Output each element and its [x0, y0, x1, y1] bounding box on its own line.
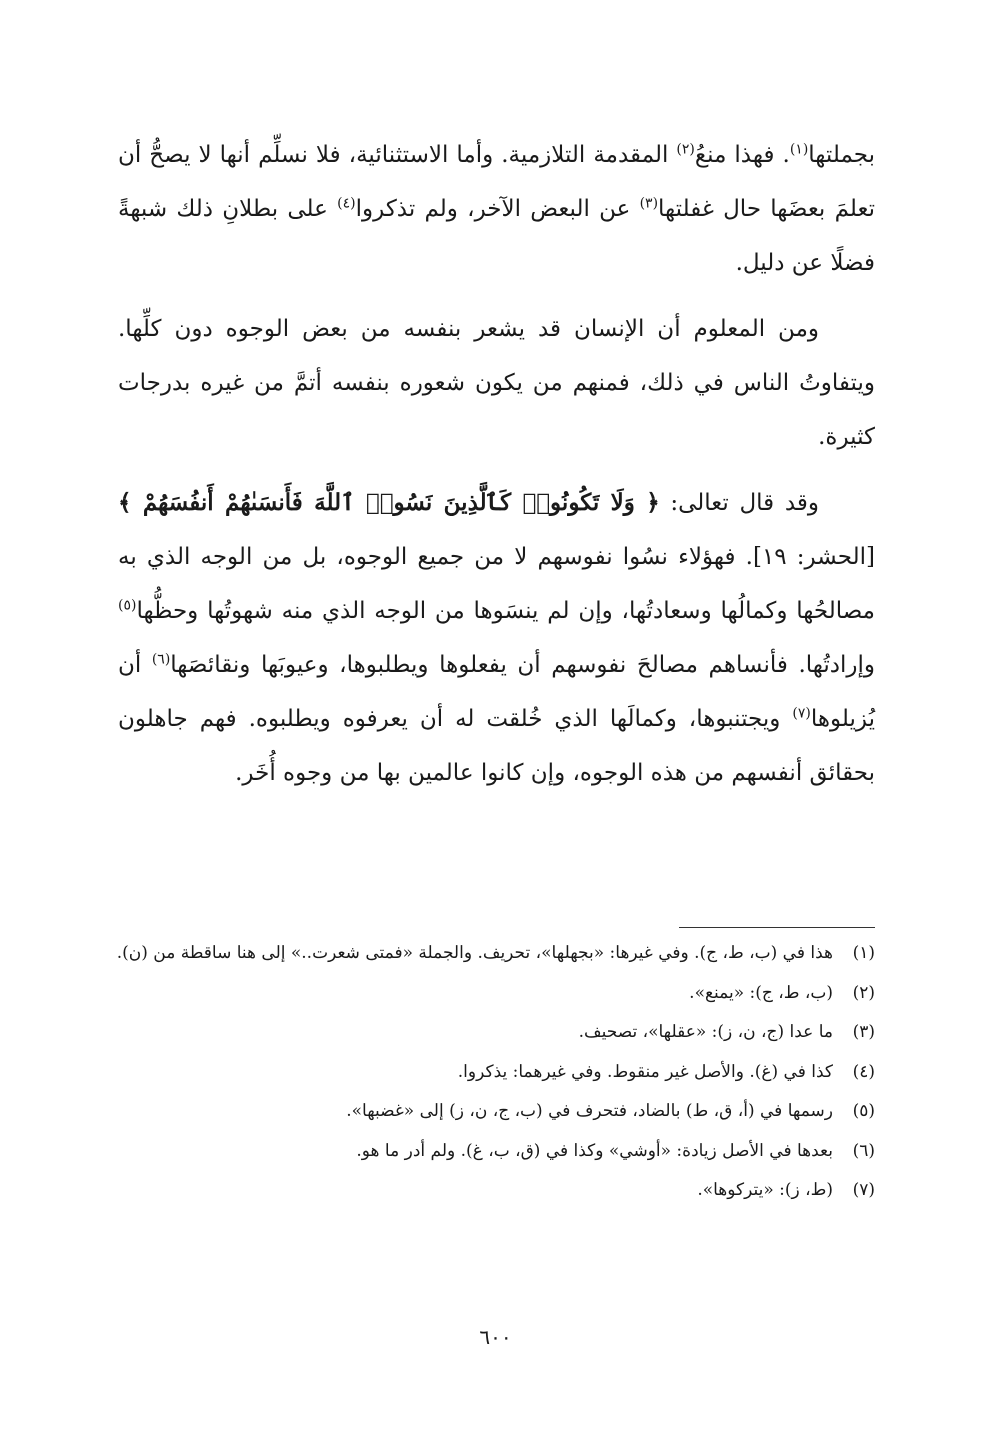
main-text	[118, 128, 875, 812]
text-segment: على بطلانِ ذلك شبهةً فضلًا عن دليل.	[118, 196, 875, 276]
footnote-5	[115, 1098, 875, 1125]
text-segment: المقدمة التلازمية. وأما الاستثنائية، فلا نسلِّم أنها لا يصحُّ أن تعلمَ بعضَها حال غفلتها	[118, 142, 875, 222]
footnote-number: (٤)	[852, 1061, 875, 1082]
text-segment: وإرادتُها. فأنساهم مصالحَ نفوسهم أن يفعلوها ويطلبوها، وعيوبَها ونقائصَها	[170, 652, 875, 678]
footnote-ref-1: (١)	[789, 141, 809, 158]
page-number: ٦٠٠	[479, 1325, 512, 1349]
text-segment: عن البعض الآخر، ولم تذكروا	[355, 196, 640, 222]
paragraph-3	[118, 476, 875, 800]
footnote-3	[115, 1019, 875, 1046]
paragraph-2: ومن المعلوم أن الإنسان قد يشعر بنفسه من بعض الوجوه دون كلِّها. ويتفاوتُ الناس في ذلك، فمنهم من يكون شعوره بنفسه أتمَّ من غيره بدرجات كثيرة.	[118, 316, 875, 450]
footnote-text: كذا في (غ). والأصل غير منقوط. وفي غيرهما: يذكروا.	[457, 1061, 833, 1082]
footnote-number: (٦)	[852, 1140, 875, 1161]
footnote-separator	[679, 927, 875, 928]
footnote-text: هذا في (ب، ط، ج). وفي غيرها: «بجهلها»، تحريف. والجملة «فمتى شعرت..» إلى هنا ساقطة من (ن).	[116, 943, 833, 963]
footnote-number: (٣)	[852, 1022, 875, 1042]
footnote-ref-5: (٥)	[118, 597, 137, 614]
footnote-text: بعدها في الأصل زيادة: «أوشي» وكذا في (ق، ب، غ). ولم أدر ما هو.	[356, 1140, 833, 1161]
paragraph-1	[118, 128, 875, 290]
footnote-number: (٧)	[852, 1180, 875, 1200]
footnote-text: (ب، ط، ج): «يمنع».	[689, 982, 833, 1003]
footnote-ref-2: (٢)	[676, 141, 695, 158]
footnote-1	[115, 940, 875, 967]
footnote-text: ما عدا (ج، ن، ز): «عقلها»، تصحيف.	[578, 1022, 833, 1042]
text-segment: بجملتها	[808, 142, 875, 168]
footnotes	[115, 940, 875, 1217]
footnote-2	[115, 980, 875, 1007]
footnote-number: (٢)	[852, 982, 875, 1003]
footnote-6	[115, 1138, 875, 1165]
text-segment: ويجتنبوها، وكمالَها الذي خُلقت له أن يعرفوه ويطلبوه. فهم جاهلون بحقائق أنفسهم من هذه الوجوه، وإن كانوا عالمين بها من وجوه أُخَر.	[118, 706, 875, 786]
text-segment: أن يُزيلوها	[118, 652, 875, 732]
text-segment: [الحشر: ١٩]. فهؤلاء نسُوا نفوسهم لا من جميع الوجوه، بل من الوجه الذي به مصالحُها وكمالُها وسعادتُها، وإن لم ينسَوها من الوجه الذي منه شهوتُها وحظُّها	[118, 544, 875, 624]
footnote-ref-6: (٦)	[151, 651, 171, 668]
footnote-ref-4: (٤)	[337, 195, 356, 212]
footnote-number: (١)	[852, 943, 875, 963]
footnote-7	[115, 1177, 875, 1204]
footnote-text: رسمها في (أ، ق، ط) بالضاد، فتحرف في (ب، ج، ن، ز) إلى «غضبها».	[346, 1101, 833, 1121]
footnote-text: (ط، ز): «يتركوها».	[697, 1180, 833, 1200]
text-segment: وقد قال تعالى:	[659, 490, 819, 516]
footnote-ref-7: (٧)	[792, 705, 811, 722]
footnote-ref-3: (٣)	[639, 195, 659, 212]
footnote-number: (٥)	[852, 1101, 875, 1121]
footnote-4	[115, 1059, 875, 1086]
quran-verse: ﴿ وَلَا تَكُونُوا۟ كَٱلَّذِينَ نَسُوا۟ ٱللَّهَ فَأَنسَىٰهُمْ أَنفُسَهُمْ ﴾	[118, 489, 660, 516]
text-segment: . فهذا منعُ	[694, 142, 790, 168]
